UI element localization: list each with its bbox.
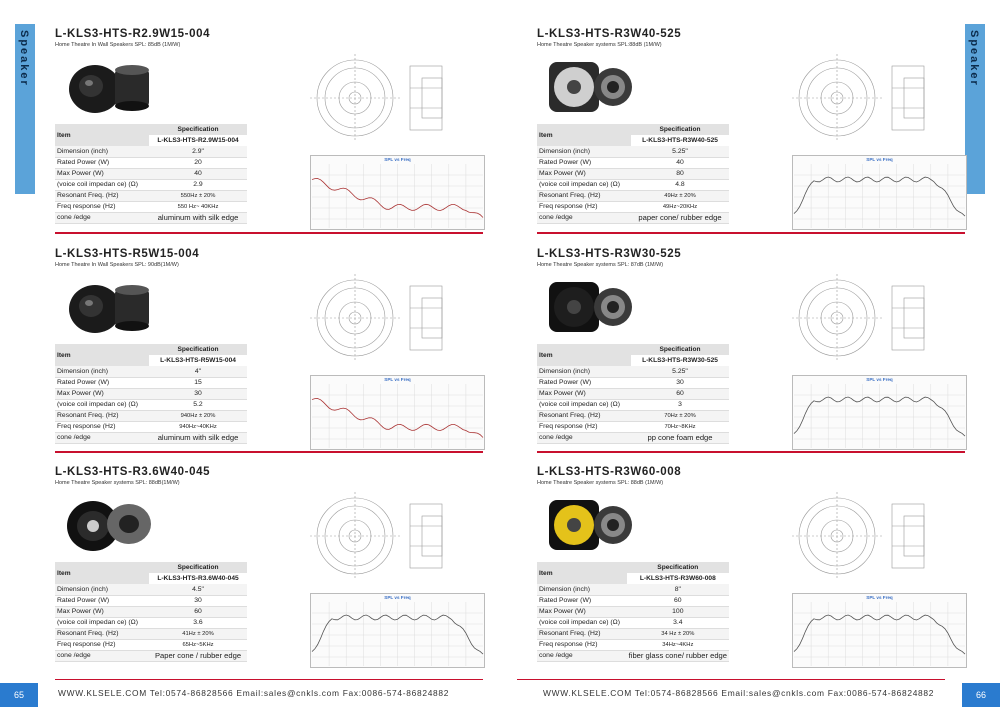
technical-drawing-icon (310, 486, 460, 586)
spec-value: pp cone foam edge (631, 432, 729, 443)
spec-value: aluminum with silk edge (149, 212, 247, 223)
spec-value: 34 Hz ± 20% (627, 628, 729, 639)
spec-row (537, 190, 729, 201)
spec-value: fiber glass cone/ rubber edge (628, 651, 727, 660)
product-block (537, 466, 967, 671)
spec-row (55, 584, 247, 595)
spec-value: 30 (149, 388, 247, 399)
spec-label: (voice coil impedan ce) (Ω) (55, 179, 149, 190)
spec-row (537, 399, 729, 410)
side-tab-left (15, 24, 35, 194)
spec-row (55, 617, 247, 628)
spec-model: L-KLS3-HTS-R3W60-008 (627, 573, 729, 584)
spec-value: 3.6 (149, 617, 247, 628)
coaxial-icon (63, 494, 153, 556)
woofer-yellow-icon (545, 494, 635, 556)
spec-value: 100 (627, 606, 729, 617)
spec-header-specification: Specification (627, 562, 729, 573)
divider (55, 232, 483, 234)
spec-label: Max Power (W) (537, 168, 631, 179)
spec-value: 60 (149, 606, 247, 617)
graph-title: SPL vs Freq (384, 157, 411, 162)
spec-value: 70Hz~8KHz (631, 421, 729, 432)
spec-table (55, 124, 247, 224)
divider (537, 232, 965, 234)
footer-contact-right: WWW.KLSELE.COM Tel:0574-86828566 Email:sales@cnkls.com Fax:0086-574-86824882 (543, 688, 935, 698)
spec-label: cone /edge (537, 212, 631, 223)
spec-value: 940Hz~40KHz (149, 421, 247, 432)
spec-row (537, 628, 729, 639)
spec-value: 3.4 (627, 617, 729, 628)
spec-value: 34Hz~4KHz (627, 639, 729, 650)
spec-row (537, 179, 729, 190)
spec-label: (voice coil impedan ce) (Ω) (55, 399, 149, 410)
spec-row (55, 595, 247, 606)
spec-label: Resonant Freq. (Hz) (55, 190, 149, 201)
product-title: L-KLS3-HTS-R3W30-525 (537, 248, 682, 260)
spec-row (537, 388, 729, 399)
spec-header-item: Item (55, 344, 149, 366)
page-number-right: 66 (962, 683, 1000, 707)
spec-label: Max Power (W) (55, 388, 149, 399)
footer-contact-left: WWW.KLSELE.COM Tel:0574-86828566 Email:sales@cnkls.com Fax:0086-574-86824882 (58, 688, 450, 698)
product-subtitle: Home Theatre In Wall Speakers SPL: 85dB (1M/W) (55, 42, 181, 48)
spec-label: cone /edge (537, 432, 631, 443)
spec-label: cone /edge (55, 432, 149, 443)
spec-label: Resonant Freq. (Hz) (537, 190, 631, 201)
spec-label: Freq response (Hz) (55, 201, 149, 212)
spec-row (55, 650, 247, 661)
spec-header-specification: Specification (149, 124, 247, 135)
spec-label: (voice coil impedan ce) (Ω) (537, 617, 627, 628)
spec-header-item: Item (55, 124, 149, 146)
spec-value: 2.9 (149, 179, 247, 190)
spec-row (55, 212, 247, 223)
spec-value: 49Hz~20KHz (631, 201, 729, 212)
product-block (537, 28, 967, 233)
spec-row (537, 146, 729, 157)
spec-label: Resonant Freq. (Hz) (537, 410, 631, 421)
spl-vs-freq-graph (792, 155, 967, 230)
spec-row (537, 157, 729, 168)
product-block (537, 248, 967, 453)
graph-title: SPL vs Freq (866, 157, 893, 162)
woofer-black-icon (545, 276, 635, 338)
spec-value: 4" (149, 366, 247, 377)
spec-row (55, 606, 247, 617)
spec-label: Rated Power (W) (537, 377, 631, 388)
spec-row (537, 377, 729, 388)
page-number-left: 65 (0, 683, 38, 707)
spec-label: Rated Power (W) (55, 157, 149, 168)
spec-row (537, 366, 729, 377)
spec-label: (voice coil impedan ce) (Ω) (55, 617, 149, 628)
spec-label: (voice coil impedan ce) (Ω) (537, 179, 631, 190)
spec-label: Resonant Freq. (Hz) (55, 628, 149, 639)
graph-title: SPL vs Freq (384, 377, 411, 382)
spec-row (55, 410, 247, 421)
product-title: L-KLS3-HTS-R3W60-008 (537, 466, 682, 478)
spec-label: Dimension (inch) (537, 146, 631, 157)
spec-value: 20 (149, 157, 247, 168)
divider (537, 451, 965, 453)
spec-row (537, 410, 729, 421)
tweeter-icon (63, 56, 153, 118)
spec-header-specification: Specification (149, 562, 247, 573)
spec-model: L-KLS3-HTS-R3W30-525 (631, 355, 729, 366)
spec-value: 5.25" (631, 366, 729, 377)
spec-row (55, 201, 247, 212)
spec-header-item: Item (537, 124, 631, 146)
product-subtitle: Home Theatre Speaker systems SPL: 88dB (1M/W) (537, 480, 664, 486)
technical-drawing-icon (310, 268, 460, 368)
spec-header-specification: Specification (631, 344, 729, 355)
spec-table (537, 344, 729, 444)
spec-row (55, 628, 247, 639)
spec-model: L-KLS3-HTS-R3.6W40-045 (149, 573, 247, 584)
spec-label: Max Power (W) (537, 388, 631, 399)
spec-value: 60 (627, 595, 729, 606)
spec-value: 8" (627, 584, 729, 595)
graph-title: SPL vs Freq (866, 377, 893, 382)
spec-value: aluminum with silk edge (149, 432, 247, 443)
product-subtitle: Home Theatre Speaker systems SPL:88dB (1M/W) (537, 42, 662, 48)
spec-table (55, 344, 247, 444)
spec-row (55, 366, 247, 377)
spec-model: L-KLS3-HTS-R3W40-525 (631, 135, 729, 146)
spec-row (537, 606, 729, 617)
spec-label: cone /edge (55, 212, 149, 223)
spec-row (537, 595, 729, 606)
spec-label: Freq response (Hz) (537, 639, 627, 650)
spec-row (537, 201, 729, 212)
spec-label: Rated Power (W) (537, 157, 631, 168)
spec-value: 40 (631, 157, 729, 168)
spec-label: Rated Power (W) (55, 377, 149, 388)
spec-value: 550 Hz~ 40KHz (149, 201, 247, 212)
spec-row (537, 584, 729, 595)
spec-value: 49Hz ± 20% (631, 190, 729, 201)
woofer-grey-icon (545, 56, 635, 118)
technical-drawing-icon (792, 486, 942, 586)
product-block (55, 466, 485, 671)
spec-row (55, 399, 247, 410)
spec-label: Max Power (W) (537, 606, 627, 617)
spec-value: 4.5" (149, 584, 247, 595)
spec-label: Dimension (inch) (537, 584, 627, 595)
spec-row (537, 168, 729, 179)
spec-header-item: Item (537, 344, 631, 366)
spl-vs-freq-graph (310, 593, 485, 668)
spec-row (55, 190, 247, 201)
spec-label: Dimension (inch) (55, 146, 149, 157)
graph-title: SPL vs Freq (866, 595, 893, 600)
spec-row (55, 146, 247, 157)
spec-row (537, 432, 729, 443)
spec-value: paper cone/ rubber edge (631, 212, 729, 223)
spec-value: 5.25" (631, 146, 729, 157)
spec-value: 940Hz ± 20% (149, 410, 247, 421)
spec-model: L-KLS3-HTS-R2.9W15-004 (149, 135, 247, 146)
spec-value: 2.9" (149, 146, 247, 157)
spec-row (537, 650, 729, 661)
spl-vs-freq-graph (792, 593, 967, 668)
spec-value: 550Hz ± 20% (149, 190, 247, 201)
product-subtitle: Home Theatre Speaker systems SPL: 87dB (1M/W) (537, 262, 664, 268)
product-block (55, 28, 485, 233)
spec-model: L-KLS3-HTS-R5W15-004 (149, 355, 247, 366)
spec-row (55, 432, 247, 443)
spec-row (55, 168, 247, 179)
spec-value: 80 (631, 168, 729, 179)
product-subtitle: Home Theatre In Wall Speakers SPL: 90dB(1M/W) (55, 262, 179, 268)
product-subtitle: Home Theatre Speaker systems SPL: 88dB(1M/W) (55, 480, 180, 486)
divider (55, 451, 483, 453)
spec-value: 30 (149, 595, 247, 606)
spec-label: Rated Power (W) (55, 595, 149, 606)
spec-label: Max Power (W) (55, 168, 149, 179)
technical-drawing-icon (792, 48, 942, 148)
spec-row (537, 212, 729, 223)
spec-row (55, 179, 247, 190)
spec-label: Rated Power (W) (537, 595, 627, 606)
product-title: L-KLS3-HTS-R5W15-004 (55, 248, 200, 260)
spec-header-item: Item (55, 562, 149, 584)
spec-value: 3 (631, 399, 729, 410)
spec-table (537, 562, 729, 662)
spec-value: 60 (631, 388, 729, 399)
footer-line (517, 679, 945, 680)
spl-vs-freq-graph (310, 155, 485, 230)
spec-header-item: Item (537, 562, 627, 584)
footer-line (55, 679, 483, 680)
spec-value: 40 (149, 168, 247, 179)
spec-label: Freq response (Hz) (55, 421, 149, 432)
spec-row (537, 639, 729, 650)
spec-label: Dimension (inch) (55, 366, 149, 377)
spec-row (537, 421, 729, 432)
spec-header-specification: Specification (631, 124, 729, 135)
product-block (55, 248, 485, 453)
spec-value: 5.2 (149, 399, 247, 410)
product-title: L-KLS3-HTS-R3.6W40-045 (55, 466, 211, 478)
spec-table (55, 562, 247, 662)
spec-label: Dimension (inch) (55, 584, 149, 595)
spec-table (537, 124, 729, 224)
spec-label: Dimension (inch) (537, 366, 631, 377)
technical-drawing-icon (310, 48, 460, 148)
product-title: L-KLS3-HTS-R3W40-525 (537, 28, 682, 40)
spl-vs-freq-graph (792, 375, 967, 450)
spec-value: 4.8 (631, 179, 729, 190)
side-tab-label: Speaker (968, 30, 980, 87)
side-tab-right (965, 24, 985, 194)
graph-title: SPL vs Freq (384, 595, 411, 600)
spec-row (55, 639, 247, 650)
spec-value: 70Hz ± 20% (631, 410, 729, 421)
technical-drawing-icon (792, 268, 942, 368)
spec-label: Max Power (W) (55, 606, 149, 617)
spec-value: 15 (149, 377, 247, 388)
spec-header-specification: Specification (149, 344, 247, 355)
side-tab-label: Speaker (18, 30, 30, 87)
spec-value: 65Hz~5KHz (149, 639, 247, 650)
spec-label: Freq response (Hz) (537, 201, 631, 212)
spec-label: Resonant Freq. (Hz) (537, 628, 627, 639)
spec-label: cone /edge (537, 650, 627, 661)
spl-vs-freq-graph (310, 375, 485, 450)
spec-label: (voice coil impedan ce) (Ω) (537, 399, 631, 410)
spec-label: Resonant Freq. (Hz) (55, 410, 149, 421)
tweeter-icon (63, 276, 153, 338)
spec-label: Freq response (Hz) (55, 639, 149, 650)
spec-label: cone /edge (55, 650, 149, 661)
spec-row (55, 377, 247, 388)
spec-value: Paper cone / rubber edge (149, 650, 247, 661)
spec-row (537, 617, 729, 628)
spec-label: Freq response (Hz) (537, 421, 631, 432)
spec-value: 30 (631, 377, 729, 388)
spec-row (55, 157, 247, 168)
spec-row (55, 388, 247, 399)
spec-value: 41Hz ± 20% (149, 628, 247, 639)
product-title: L-KLS3-HTS-R2.9W15-004 (55, 28, 211, 40)
spec-row (55, 421, 247, 432)
